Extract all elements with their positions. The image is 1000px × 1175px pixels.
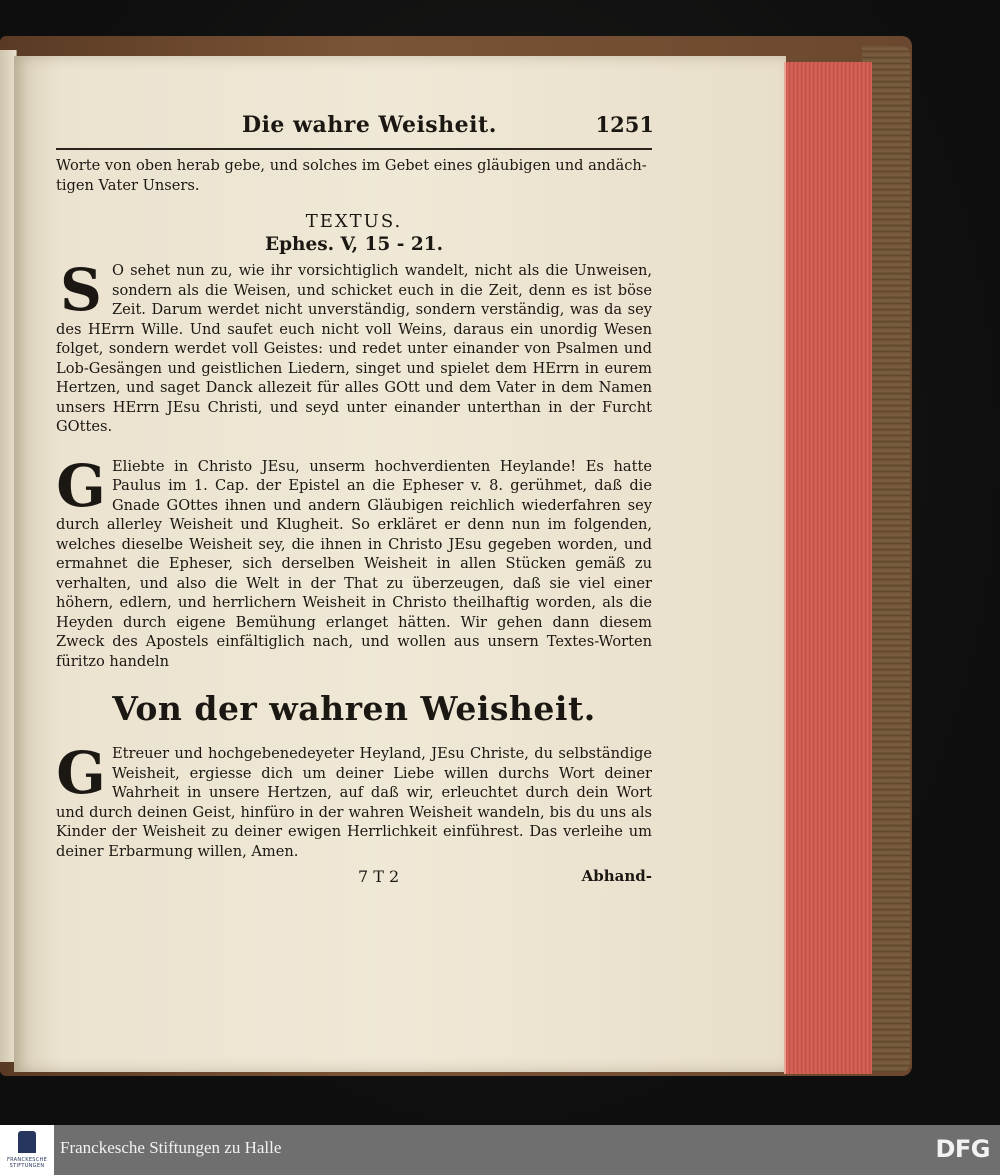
institution-name[interactable]: Franckesche Stiftungen zu Halle <box>60 1138 282 1157</box>
logo-caption: FRANCKESCHE STIFTUNGEN <box>6 1157 48 1169</box>
page-number: 1251 <box>595 112 654 137</box>
intro-line: tigen Vater Unsers. <box>56 176 200 194</box>
intro-text <box>56 156 652 195</box>
page-text-block <box>56 108 652 889</box>
sermon-text: Eliebte in Christo JEsu, unserm hochverdienten Heylande! Es hatte Paulus im 1. Cap. der Epistel an die Epheser v. 8. gerühmet, daß die Gnade GOttes ihnen und andern Gläubigen reichlich wiederfahren sey durch allerley Weisheit und Klugheit. So erkläret er denn nun im folgenden, welches dieselbe Weisheit sey, die ihnen in Christo JEsu gegeben worden, und ermahnet die Epheser, sich derselben Weisheit in allen Stücken gemäß zu verhalten, und also die Welt in der That zu überzeugen, daß sie viel einer höhern, edlern, und herrlichern Weisheit in Christo theilhaftig worden, als die Heyden durch eigene Bemühung erlanget hätten. Wir gehen dann diesem Zweck des Apostels einfältiglich nach, und wollen aus unsern Textes-Worten füritzo handeln <box>56 457 652 670</box>
textus-reference: Ephes. V, 15 - 21. <box>264 234 444 255</box>
viewer-footer-bar <box>0 1125 1000 1175</box>
textus-heading: TEXTUS. <box>305 211 403 232</box>
drop-cap: G <box>56 451 106 520</box>
scripture-text: O sehet nun zu, wie ihr vorsichtiglich wandelt, nicht als die Unweisen, sondern als die Weisen, und schicket euch in die Zeit, denn es ist böse Zeit. Darum werdet nicht unverständig, sondern verständig, was da sey des HErrn Wille. Und saufet euch nicht voll Weins, daraus ein unordig Wesen folget, sondern werdet voll Geistes: und redet unter einander von Psalmen und Lob-Gesängen und geistlichen Liedern, singet und spielet dem HErrn in eurem Hertzen, und saget Danck allezeit für alles GOtt und dem Vater in dem Namen unsers HErrn JEsu Christi, und seyd unter einander unterthan in der Furcht GOttes. <box>56 262 652 435</box>
drop-cap: G <box>56 739 106 807</box>
catchword: Abhand- <box>581 867 652 885</box>
prayer-paragraph <box>56 739 652 861</box>
dfg-logo[interactable]: DFG <box>935 1135 990 1163</box>
section-title: Von der wahren Weisheit. <box>112 689 596 728</box>
orphanage-building-icon <box>18 1131 36 1153</box>
drop-cap: S <box>60 256 102 324</box>
running-head <box>56 108 652 150</box>
page-edges-red <box>784 62 872 1074</box>
institution-logo[interactable] <box>0 1125 54 1175</box>
prayer-text: Etreuer und hochgebenedeyeter Heyland, JEsu Christe, du selbständige Weisheit, ergiesse dich um deiner Liebe willen durchs Wort deiner Wahrheit in unsere Hertzen, auf daß wir, erleuchtet durch dein Wort und durch deinen Geist, hinfüro in der wahren Weisheit wandeln, bis du uns als Kinder der Weisheit zu deiner ewigen Herrlichkeit einführest. Das verleihe um deiner Erbarmung willen, Amen. <box>56 745 652 860</box>
sermon-paragraph <box>56 451 652 672</box>
intro-line: Worte von oben herab gebe, und solches im Gebet eines gläubigen und andäch- <box>56 157 647 174</box>
signature-mark: 7 T 2 <box>358 867 400 886</box>
scripture-paragraph <box>56 256 652 437</box>
running-title: Die wahre Weisheit. <box>242 112 497 138</box>
page-footer <box>56 865 652 889</box>
